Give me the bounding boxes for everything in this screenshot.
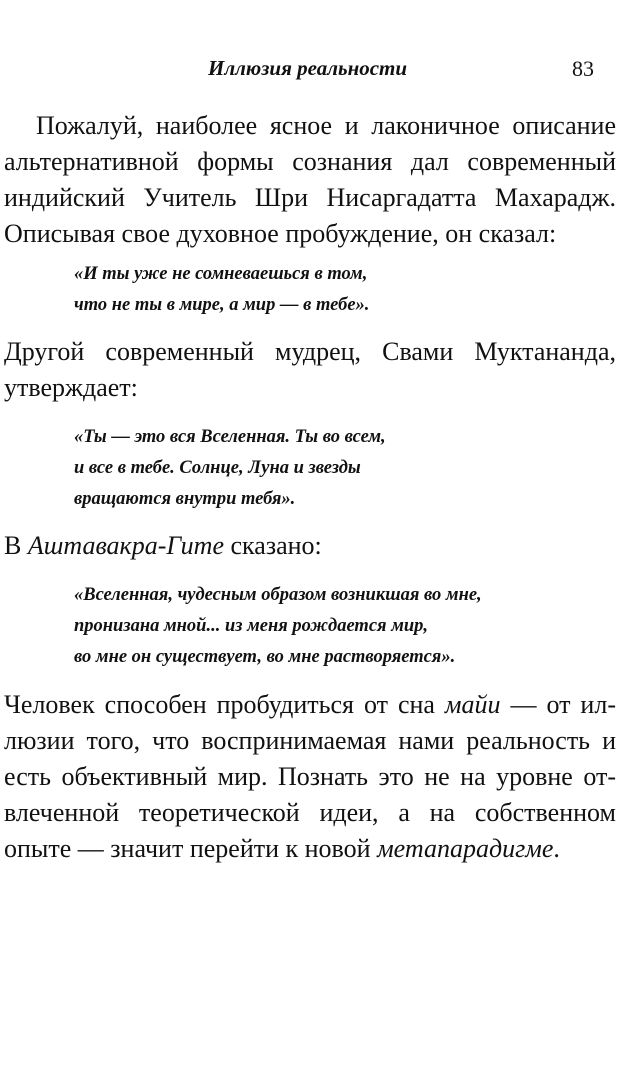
paragraph-line: индийский Учитель Шри Нисаргадатта Махарадж. [4,183,616,212]
paragraph-line: влеченной теоретической идеи, а на собственном [4,798,616,827]
quote-1 [74,259,594,321]
running-header [0,56,620,86]
text-run: . [553,834,560,863]
paragraph-line: утверждает: [4,373,138,402]
paragraph-4 [4,687,616,867]
quote-3 [74,580,594,673]
paragraph-2 [4,334,616,406]
text-run: сказано: [224,531,322,560]
quote-line: и все в тебе. Солнце, Луна и звезды [74,458,361,478]
quote-line: «Вселенная, чудесным образом возникшая во мне, [74,585,482,605]
quote-line: «И ты уже не сомневаешься в том, [74,264,368,284]
text-run: В [4,531,28,560]
page-number: 83 [572,56,594,81]
text-run: — от ил- [500,690,616,719]
term-metaparadigm: метапарадигме [377,834,554,863]
book-title: Аштавакра-Гите [27,531,224,560]
paragraph-1 [4,108,616,252]
quote-2 [74,422,594,515]
text-run: Человек способен пробудиться от сна [4,690,445,719]
term-maya: майи [444,690,501,719]
paragraph-line: люзии того, что воспринимаемая нами реальность и [4,726,616,755]
paragraph-3 [4,528,616,564]
paragraph-line: Описывая свое духовное пробуждение, он сказал: [4,219,557,248]
quote-line: во мне он существует, во мне растворяется». [74,647,456,667]
paragraph-line: альтернативной формы сознания дал современный [4,147,616,176]
paragraph-line [4,528,616,564]
paragraph-line: Пожалуй, наиболее ясное и лаконичное описание [36,111,616,140]
paragraph-line: есть объективный мир. Познать это не на уровне от- [4,762,616,791]
running-title: Иллюзия реальности [208,56,408,80]
quote-line: пронизана мной... из меня рождается мир, [74,616,429,636]
paragraph-line: Другой современный мудрец, Свами Муктананда, [4,337,616,366]
quote-line: что не ты в мире, а мир — в тебе». [74,295,370,315]
paragraph-line [4,687,616,723]
text-run: опыте — значит перейти к новой [4,834,378,863]
paragraph-line [4,831,616,867]
quote-line: «Ты — это вся Вселенная. Ты во всем, [74,427,386,447]
quote-line: вращаются внутри тебя». [74,489,296,509]
